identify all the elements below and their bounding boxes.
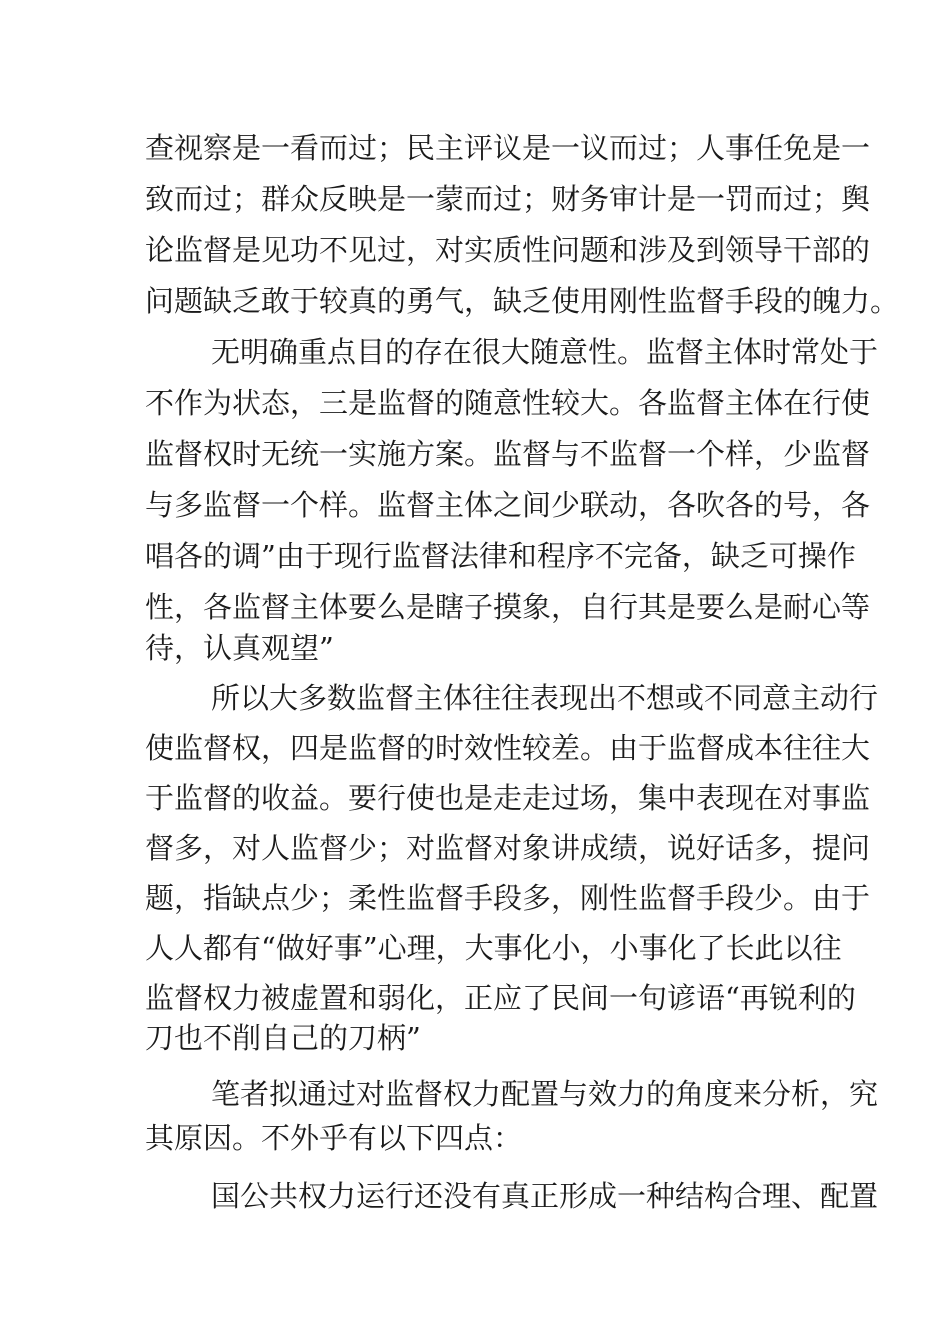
text-line: 问题缺乏敢于较真的勇气，缺乏使用刚性监督手段的魄力。 (145, 284, 900, 318)
text-line: 于监督的收益。要行使也是走走过场，集中表现在对事监 (145, 781, 871, 815)
text-line: 监督权力被虚置和弱化，正应了民间一句谚语“再锐利的 (145, 981, 856, 1015)
text-line: 查视察是一看而过；民主评议是一议而过；人事任免是一 (145, 131, 871, 165)
text-line: 使监督权，四是监督的时效性较差。由于监督成本往往大 (145, 731, 871, 765)
text-line: 人人都有“做好事”心理，大事化小，小事化了长此以往 (145, 931, 842, 965)
text-line: 与多监督一个样。监督主体之间少联动，各吹各的号，各 (145, 488, 871, 522)
text-line: 题，指缺点少；柔性监督手段多，刚性监督手段少。由于 (145, 881, 871, 915)
paragraph-first-line: 国公共权力运行还没有真正形成一种结构合理、配置 (211, 1179, 879, 1213)
text-line: 待，认真观望” (145, 631, 334, 665)
paragraph-first-line: 笔者拟通过对监督权力配置与效力的角度来分析，究 (211, 1077, 879, 1111)
text-line: 唱各的调”由于现行监督法律和程序不完备，缺乏可操作 (145, 539, 856, 573)
paragraph-first-line: 所以大多数监督主体往往表现出不想或不同意主动行 (211, 681, 879, 715)
text-line: 刀也不削自己的刀柄” (145, 1021, 421, 1055)
paragraph-first-line: 无明确重点目的存在很大随意性。监督主体时常处于 (211, 335, 879, 369)
text-line: 监督权时无统一实施方案。监督与不监督一个样，少监督 (145, 437, 871, 471)
text-line: 论监督是见功不见过，对实质性问题和涉及到领导干部的 (145, 233, 871, 267)
text-line: 督多，对人监督少；对监督对象讲成绩，说好话多，提问 (145, 831, 871, 865)
text-line: 致而过；群众反映是一蒙而过；财务审计是一罚而过；舆 (145, 182, 871, 216)
text-line: 不作为状态，三是监督的随意性较大。各监督主体在行使 (145, 386, 871, 420)
text-line: 其原因。不外乎有以下四点： (145, 1121, 523, 1155)
text-line: 性，各监督主体要么是瞎子摸象，自行其是要么是耐心等 (145, 590, 871, 624)
